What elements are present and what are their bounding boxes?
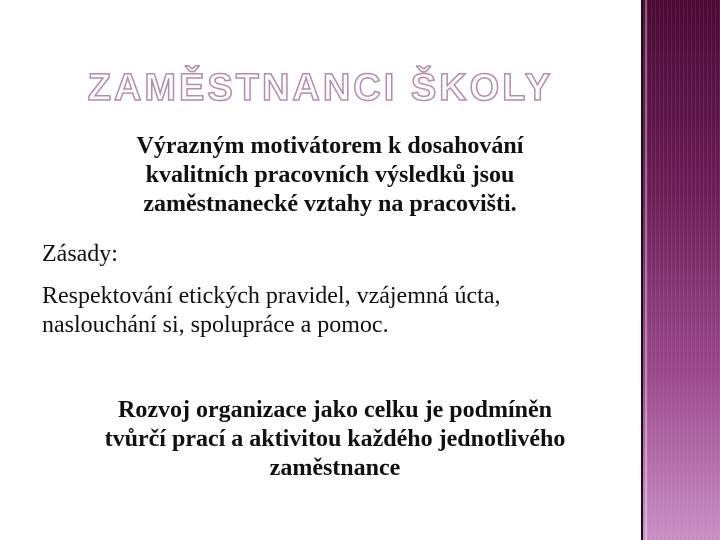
principles-paragraph <box>42 282 622 340</box>
intro-paragraph <box>40 132 620 219</box>
closing-line: tvůrčí prací a aktivitou každého jednotlivého <box>104 426 566 452</box>
closing-line: Rozvoj organizace jako celku je podmíněn <box>118 397 552 423</box>
intro-line: kvalitních pracovních výsledků jsou <box>145 162 515 188</box>
principles-line: Respektování etických pravidel, vzájemná úcta, <box>42 283 501 309</box>
principles-line: naslouchání si, spolupráce a pomoc. <box>42 312 389 338</box>
closing-paragraph <box>30 396 640 483</box>
decorative-side-panel <box>641 0 720 540</box>
slide-title: ZAMĚSTNANCI ŠKOLY <box>87 67 554 109</box>
intro-line: Výrazným motivátorem k dosahování <box>136 133 524 159</box>
principles-label: Zásady: <box>42 241 118 267</box>
intro-line: zaměstnanecké vztahy na pracovišti. <box>143 191 517 217</box>
closing-line: zaměstnance <box>269 455 401 481</box>
